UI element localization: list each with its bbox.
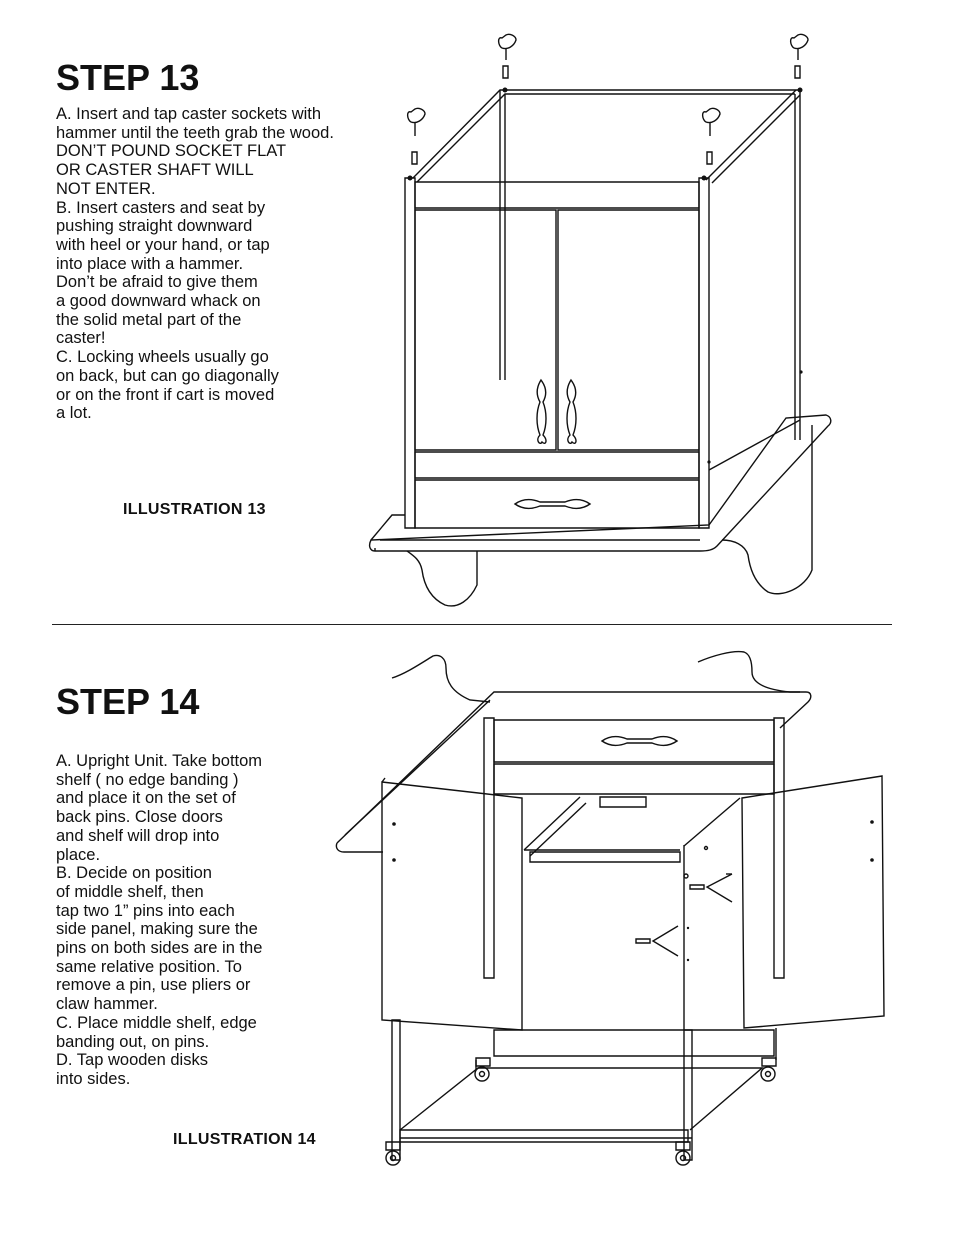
step14-line: pins on both sides are in the bbox=[56, 939, 263, 958]
cart-drawer-section bbox=[484, 718, 784, 978]
step14-line: claw hammer. bbox=[56, 995, 158, 1014]
caster-icon bbox=[475, 1058, 490, 1081]
caster-icon bbox=[676, 1142, 690, 1165]
step13-line: Don’t be afraid to give them bbox=[56, 273, 258, 292]
back-panel-tops bbox=[392, 652, 800, 702]
open-door-right bbox=[742, 776, 884, 1028]
arrow-pin-icon bbox=[636, 926, 678, 956]
illustration-14-caption: ILLUSTRATION 14 bbox=[173, 1131, 316, 1148]
socket-marks bbox=[408, 88, 803, 464]
caster-icon bbox=[703, 108, 720, 164]
step13-line: into place with a hammer. bbox=[56, 254, 244, 273]
cabinet-top-board bbox=[370, 415, 831, 551]
step-14-title: STEP 14 bbox=[56, 681, 200, 722]
step13-line: caster! bbox=[56, 329, 106, 348]
step13-line: pushing straight downward bbox=[56, 217, 253, 236]
caster-socket-group bbox=[408, 34, 808, 164]
step14-line: shelf ( no edge banding ) bbox=[56, 770, 239, 789]
open-door-left bbox=[382, 778, 522, 1030]
step13-line: a good downward whack on bbox=[56, 292, 261, 311]
step14-line: back pins. Close doors bbox=[56, 808, 223, 827]
step13-line: OR CASTER SHAFT WILL bbox=[56, 161, 254, 180]
cart-casters bbox=[386, 1058, 776, 1165]
step13-line: with heel or your hand, or tap bbox=[56, 235, 270, 254]
illustration-13-caption: ILLUSTRATION 13 bbox=[123, 501, 266, 518]
door-handle-right bbox=[567, 380, 576, 443]
arrow-pin-icon bbox=[690, 874, 732, 902]
door-hinge-marks bbox=[392, 820, 874, 961]
step14-line: side panel, making sure the bbox=[56, 920, 258, 939]
caster-icon bbox=[791, 34, 808, 78]
step13-line: A. Insert and tap caster sockets with bbox=[56, 105, 322, 123]
caster-icon bbox=[386, 1142, 400, 1165]
illustration-14 bbox=[0, 630, 954, 1230]
cart-interior bbox=[524, 797, 740, 1030]
step14-line: into sides. bbox=[56, 1069, 131, 1088]
step13-line: on back, but can go diagonally bbox=[56, 366, 279, 385]
caster-icon bbox=[408, 108, 425, 164]
step14-line: place. bbox=[56, 845, 101, 864]
cabinet-front bbox=[405, 178, 800, 528]
step14-line: tap two 1” pins into each bbox=[56, 901, 235, 920]
step13-line: a lot. bbox=[56, 404, 92, 423]
cart-top-board bbox=[336, 692, 810, 852]
step14-line: C. Place middle shelf, edge bbox=[56, 1013, 257, 1032]
step14-line: same relative position. To bbox=[56, 957, 242, 976]
caster-icon bbox=[761, 1058, 776, 1081]
door-handle-left bbox=[537, 380, 546, 443]
step14-line: and place it on the set of bbox=[56, 789, 236, 808]
step13-line: DON’T POUND SOCKET FLAT bbox=[56, 142, 287, 161]
caster-icon bbox=[499, 34, 516, 78]
step13-line: hammer until the teeth grab the wood. bbox=[56, 123, 334, 142]
step14-line: A. Upright Unit. Take bottom bbox=[56, 752, 263, 770]
step14-line: banding out, on pins. bbox=[56, 1032, 210, 1051]
section-divider bbox=[52, 624, 892, 625]
step14-line: remove a pin, use pliers or bbox=[56, 976, 251, 995]
step13-line: B. Insert casters and seat by bbox=[56, 198, 266, 217]
step13-line: the solid metal part of the bbox=[56, 310, 242, 329]
step14-line: B. Decide on position bbox=[56, 864, 212, 883]
cabinet-frame-top bbox=[413, 90, 800, 440]
step14-line: of middle shelf, then bbox=[56, 882, 204, 901]
step14-line: and shelf will drop into bbox=[56, 826, 220, 845]
step13-line: NOT ENTER. bbox=[56, 179, 156, 198]
step13-line: or on the front if cart is moved bbox=[56, 385, 275, 404]
step14-line: D. Tap wooden disks bbox=[56, 1051, 208, 1070]
drawer-handle bbox=[515, 500, 590, 509]
cart-lower-frame bbox=[392, 1020, 776, 1160]
step13-line: C. Locking wheels usually go bbox=[56, 348, 269, 367]
step-13-title: STEP 13 bbox=[56, 57, 200, 98]
